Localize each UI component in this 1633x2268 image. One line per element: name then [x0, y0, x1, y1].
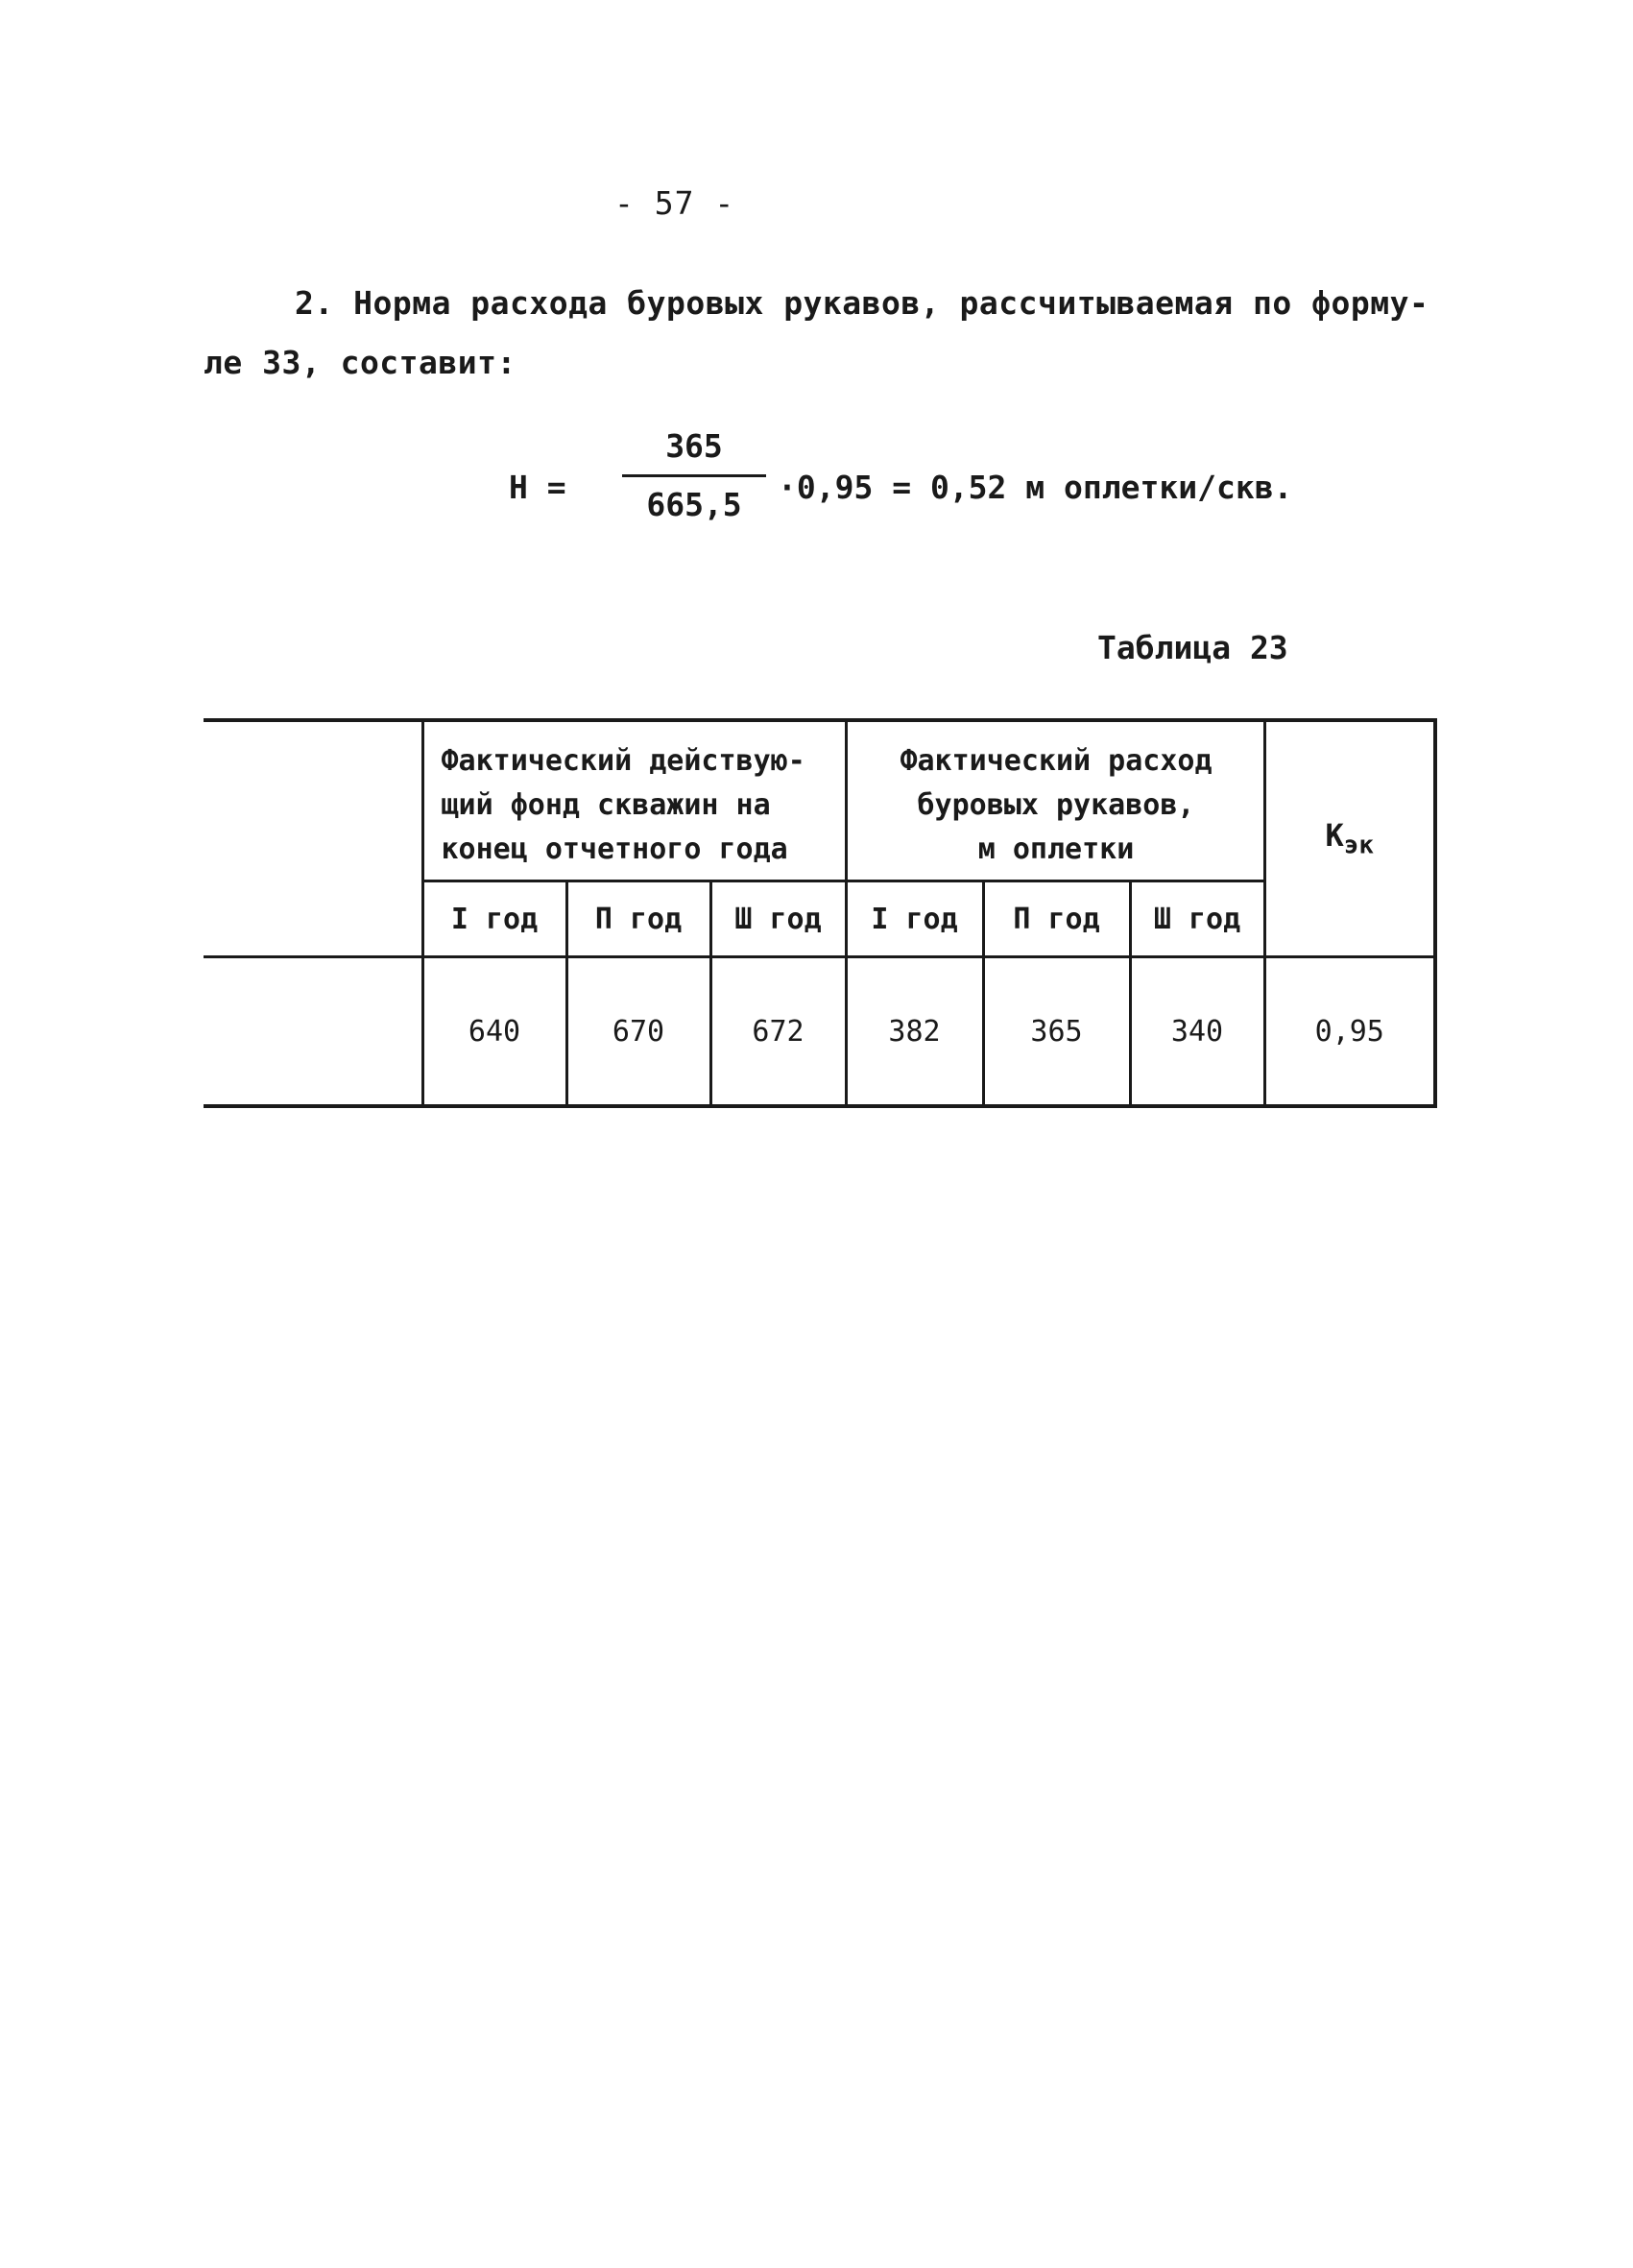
- kek-label: К: [1325, 817, 1344, 855]
- header-hose-consumption: Фактический расход буровых рукавов, м оплетки: [846, 720, 1264, 881]
- table-cell: 672: [710, 957, 846, 1107]
- year-header-cell: Ш год: [710, 881, 846, 957]
- paragraph-line-1: 2. Норма расхода буровых рукавов, рассчитываемая по форму-: [295, 284, 1429, 322]
- year-header-cell: П год: [983, 881, 1130, 957]
- table-cell: 640: [422, 957, 566, 1107]
- table-blank-body-cell: [204, 957, 422, 1107]
- year-header-cell: П год: [566, 881, 710, 957]
- table-cell: 340: [1130, 957, 1264, 1107]
- table-header-row: [204, 720, 1435, 881]
- table-cell: 365: [983, 957, 1130, 1107]
- year-header-cell: I год: [846, 881, 983, 957]
- body-paragraph: [204, 274, 1452, 393]
- year-header-cell: I год: [422, 881, 566, 957]
- header-well-fund: Фактический действую- щий фонд скважин на конец отчетного года: [422, 720, 846, 881]
- page-number: - 57 -: [614, 184, 735, 222]
- data-table: [204, 718, 1437, 1108]
- table-cell: 382: [846, 957, 983, 1107]
- year-header-cell: Ш год: [1130, 881, 1264, 957]
- table-cell: 670: [566, 957, 710, 1107]
- formula-denominator: 665,5: [646, 486, 742, 523]
- kek-subscript: эк: [1343, 831, 1375, 860]
- formula-rhs: ·0,95 = 0,52 м оплетки/скв.: [778, 469, 1293, 506]
- paragraph-line-2: ле 33, составит:: [204, 344, 516, 381]
- table-row: [204, 957, 1435, 1107]
- formula-numerator: 365: [665, 427, 723, 465]
- header-kek: [1264, 720, 1435, 957]
- formula-fraction: [622, 422, 766, 529]
- table-cell-kek-value: 0,95: [1264, 957, 1435, 1107]
- table-blank-header-cell: [204, 720, 422, 957]
- fraction-bar: [622, 474, 766, 477]
- formula-lhs: Н =: [509, 469, 566, 506]
- table-caption: Таблица 23: [1097, 629, 1288, 666]
